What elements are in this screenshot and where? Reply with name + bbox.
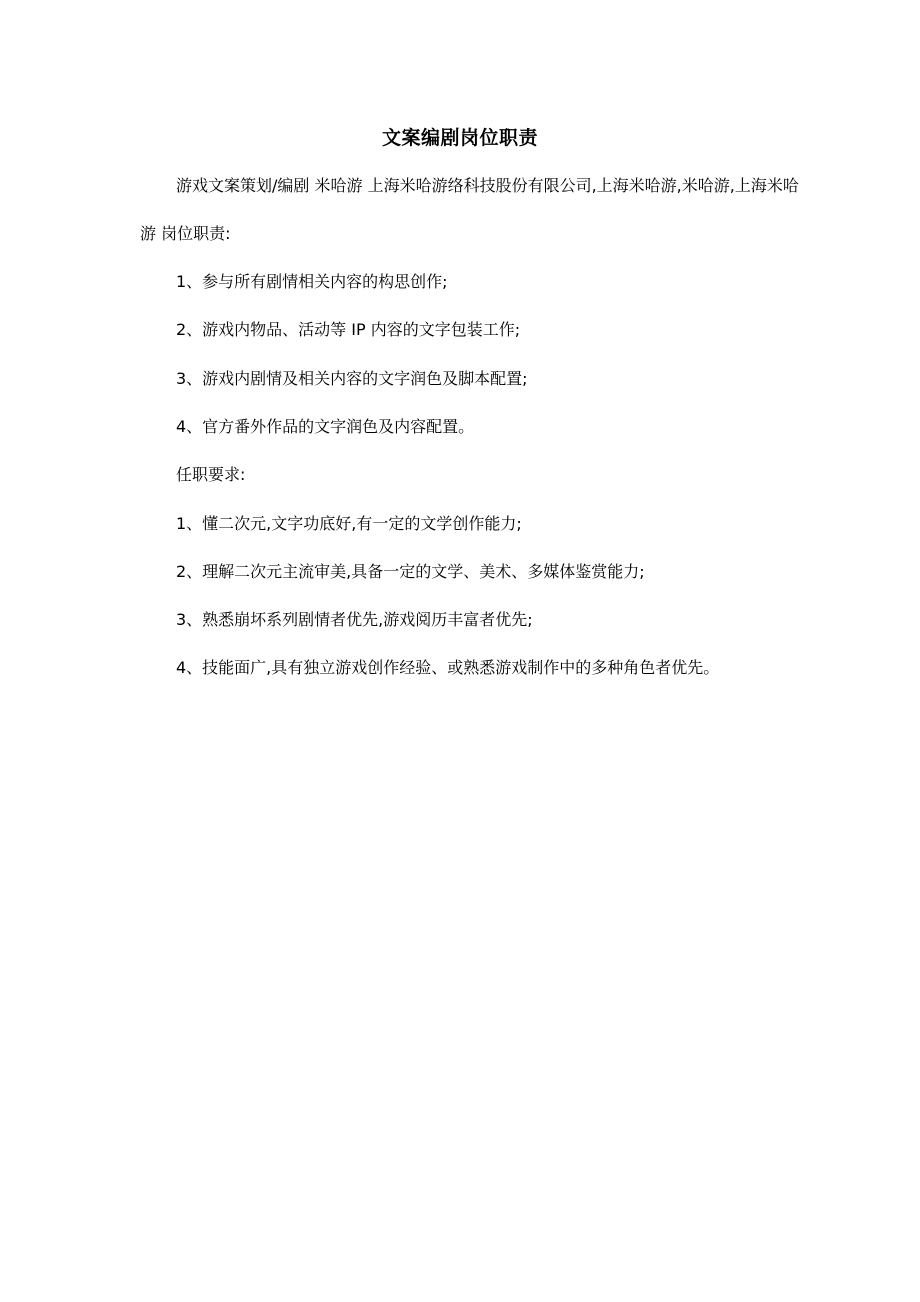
duty-item-4: 4、官方番外作品的文字润色及内容配置。 — [176, 417, 475, 436]
requirement-item-2: 2、理解二次元主流审美,具备一定的文学、美术、多媒体鉴赏能力; — [176, 562, 645, 581]
document-title: 文案编剧岗位职责 — [381, 127, 538, 149]
duty-item-3: 3、游戏内剧情及相关内容的文字润色及脚本配置; — [176, 369, 528, 388]
requirement-item-1: 1、懂二次元,文字功底好,有一定的文学创作能力; — [176, 514, 522, 533]
requirements-heading: 任职要求: — [176, 465, 246, 484]
requirement-item-4: 4、技能面广,具有独立游戏创作经验、或熟悉游戏制作中的多种角色者优先。 — [176, 658, 720, 677]
duty-item-2: 2、游戏内物品、活动等 IP 内容的文字包装工作; — [176, 320, 521, 339]
duty-item-1: 1、参与所有剧情相关内容的构思创作; — [176, 272, 448, 291]
intro-paragraph: 游戏文案策划/编剧 米哈游 上海米哈游络科技股份有限公司,上海米哈游,米哈游,上海米哈游 岗位职责: — [140, 176, 799, 243]
requirement-item-3: 3、熟悉崩坏系列剧情者优先,游戏阅历丰富者优先; — [176, 610, 533, 629]
